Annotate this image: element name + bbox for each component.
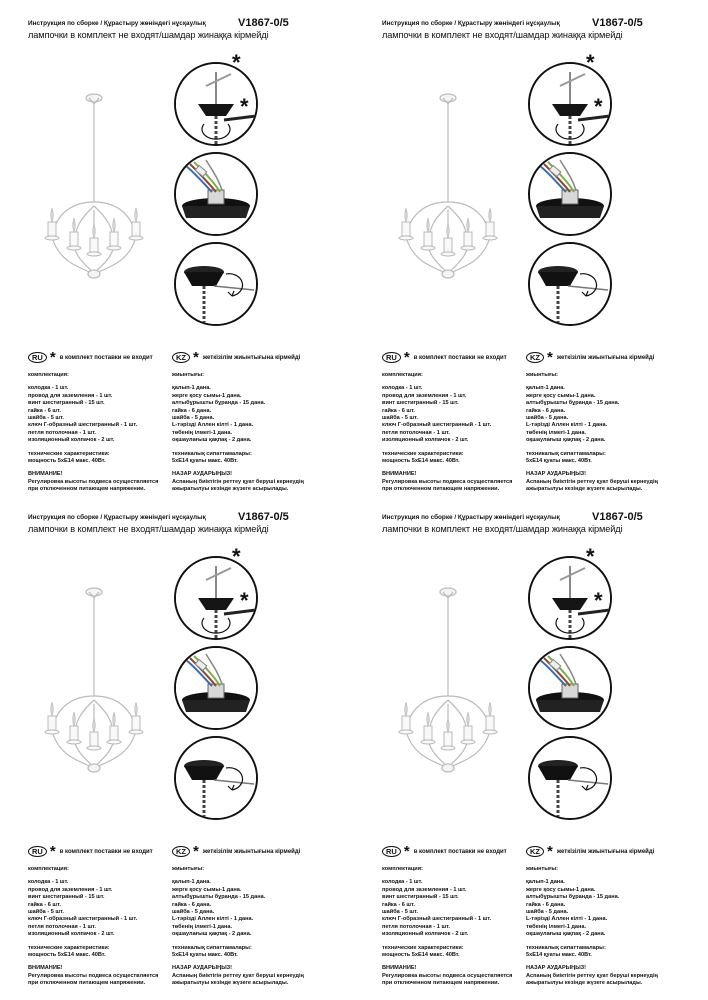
step-2-wiring-image [174,646,258,730]
ru-specs: мощность 5xE14 макс. 40Вт. [382,458,460,465]
kz-item: шайба - 5 дана. [172,909,215,916]
ru-badge: RU [382,352,401,363]
ru-item: изоляционный колпачок - 2 шт. [382,931,469,938]
kz-item: оқшаулағыш қақпақ - 2 дана. [172,931,252,938]
ru-item: гайка - 6 шт. [28,901,61,908]
model-number: V1867-0/5 [592,511,643,523]
kz-item: төбенің ілмегі-1 дана. [526,923,587,930]
ru-item: шайба - 5 шт. [382,415,418,422]
kz-column [172,372,322,494]
model-number: V1867-0/5 [238,511,289,523]
ru-item: колодка - 1 шт. [382,385,423,392]
kz-heading: жиынтығы: [172,866,205,872]
ru-item: петля потолочная - 1 шт. [28,429,96,436]
kz-note: жеткізілім жиынтығына кірмейді [202,848,301,855]
ru-note: в комплект поставки не входит [59,354,153,361]
chandelier-illustration [388,546,498,786]
ru-item: изоляционный колпачок - 2 шт. [28,437,115,444]
kz-specs: 5xE14 қуаты макс. 40Вт. [172,458,238,465]
asterisk-mark: * [586,50,595,75]
ru-item: колодка - 1 шт. [382,879,423,886]
ru-warn-heading: ВНИМАНИЕ! [382,965,417,972]
doc-subtitle: лампочки в комплект не входят/шамдар жинаққа кірмейді [28,524,269,534]
kz-warn-line: ажыратылуы кезінде жүзеге асырылады. [172,486,289,493]
kz-item: жерге қосу сымы-1 дана. [526,886,596,893]
ru-item: шайба - 5 шт. [28,415,64,422]
ru-note: в комплект поставки не входит [413,848,507,855]
ru-item: гайка - 6 шт. [382,407,415,414]
header [28,17,328,40]
asterisk-mark: * [232,544,241,569]
kz-specs-heading: техникалық сипаттамалары: [172,450,252,457]
kz-heading: жиынтығы: [172,372,205,378]
ru-note: в комплект поставки не входит [413,354,507,361]
kz-warn-line: ажыратылуы кезінде жүзеге асырылады. [172,980,289,987]
header [28,511,328,534]
kz-note: жеткізілім жиынтығына кірмейді [202,354,301,361]
ru-item: винт шестигранный - 15 шт. [382,894,459,901]
kz-column [526,866,676,988]
ru-specs-heading: технические характеристики: [382,450,464,457]
kz-item: гайка - 6 дана. [172,901,212,908]
kz-item: төбенің ілмегі-1 дана. [172,429,233,436]
kz-item: шайба - 5 дана. [526,909,569,916]
kz-badge: KZ [172,846,190,857]
header [382,17,682,40]
kz-item: жерге қосу сымы-1 дана. [172,392,242,399]
kz-specs: 5xE14 қуаты макс. 40Вт. [172,952,238,959]
ru-specs-heading: технические характеристики: [28,450,110,457]
kz-note: жеткізілім жиынтығына кірмейді [556,848,655,855]
kz-item: төбенің ілмегі-1 дана. [172,923,233,930]
ru-item: винт шестигранный - 15 шт. [382,400,459,407]
ru-warn-line: Регулировка высоты подвеса осуществляется [382,478,513,485]
ru-item: винт шестигранный - 15 шт. [28,400,105,407]
ru-item: колодка - 1 шт. [28,879,69,886]
ru-heading: комплектация: [28,372,69,378]
kz-warn-line: Аспаның биіктігін реттеу қуат беруші кернеудің [526,478,658,485]
ru-item: шайба - 5 шт. [28,909,64,916]
doc-title: Инструкция по сборке / Құрастыру жөніндегі нұсқаулық [28,514,206,521]
ru-note-row [382,350,507,365]
kz-item: қалып-1 дана. [526,385,565,392]
asterisk-mark: * [240,588,249,613]
kz-item: алтыбұрышты бұранда - 15 дана. [172,894,266,901]
asterisk-mark: * [403,843,410,860]
chandelier-illustration [34,52,144,292]
kz-heading: жиынтығы: [526,372,559,378]
ru-warn-line: Регулировка высоты подвеса осуществляется [28,478,159,485]
ru-item: гайка - 6 шт. [382,901,415,908]
kz-item: шайба - 5 дана. [172,415,215,422]
step-2-wiring-image [174,152,258,236]
kz-note: жеткізілім жиынтығына кірмейді [556,354,655,361]
kz-specs-heading: техникалық сипаттамалары: [172,944,252,951]
doc-subtitle: лампочки в комплект не входят/шамдар жинаққа кірмейді [382,524,623,534]
ru-warn-line: при отключенном питающем напряжении. [28,980,146,987]
instruction-panel [354,494,694,987]
kz-note-row [172,844,300,859]
ru-item: петля потолочная - 1 шт. [382,923,450,930]
asterisk-mark: * [49,349,56,366]
ru-item: ключ Г-образный шестигранный - 1 шт. [28,916,138,923]
kz-item: алтыбұрышты бұранда - 15 дана. [172,400,266,407]
kz-item: қалып-1 дана. [526,879,565,886]
kz-warn-heading: НАЗАР АУДАРЫҢЫЗ! [172,471,233,478]
kz-item: жерге қосу сымы-1 дана. [172,886,242,893]
ru-item: провод для заземления - 1 шт. [28,392,113,399]
ru-specs: мощность 5xE14 макс. 40Вт. [382,952,460,959]
step-3-height-adjust-image [528,242,612,326]
ru-heading: комплектация: [382,372,423,378]
ru-warn-line: Регулировка высоты подвеса осуществляется [382,972,513,979]
ru-item: изоляционный колпачок - 2 шт. [28,931,115,938]
kz-warn-line: ажыратылуы кезінде жүзеге асырылады. [526,486,643,493]
asterisk-mark: * [49,843,56,860]
asterisk-mark: * [547,349,553,366]
model-number: V1867-0/5 [238,17,289,29]
ru-item: провод для заземления - 1 шт. [28,886,113,893]
kz-warn-line: Аспаның биіктігін реттеу қуат беруші кернеудің [172,478,304,485]
kz-specs: 5xE14 қуаты макс. 40Вт. [526,952,592,959]
asterisk-mark: * [193,349,199,366]
ru-item: провод для заземления - 1 шт. [382,392,467,399]
kz-item: L-тәрізді Аллен кілті - 1 дана. [172,916,254,923]
doc-title: Инструкция по сборке / Құрастыру жөніндегі нұсқаулық [382,20,560,27]
model-number: V1867-0/5 [592,17,643,29]
kz-badge: KZ [526,352,544,363]
kz-item: шайба - 5 дана. [526,415,569,422]
instruction-panel [0,494,340,987]
kz-item: жерге қосу сымы-1 дана. [526,392,596,399]
ru-item: провод для заземления - 1 шт. [382,886,467,893]
kz-warn-heading: НАЗАР АУДАРЫҢЫЗ! [172,965,233,972]
kz-warn-line: Аспаның биіктігін реттеу қуат беруші кернеудің [172,972,304,979]
ru-specs-heading: технические характеристики: [382,944,464,951]
instruction-panel [354,0,694,493]
ru-badge: RU [28,846,47,857]
kz-item: төбенің ілмегі-1 дана. [526,429,587,436]
asterisk-mark: * [232,50,241,75]
ru-column [28,372,178,494]
kz-item: оқшаулағыш қақпақ - 2 дана. [172,437,252,444]
step-2-wiring-image [528,646,612,730]
kz-specs-heading: техникалық сипаттамалары: [526,450,606,457]
ru-item: ключ Г-образный шестигранный - 1 шт. [382,916,492,923]
ru-heading: комплектация: [28,866,69,872]
kz-item: L-тәрізді Аллен кілті - 1 дана. [526,422,608,429]
ru-warn-line: при отключенном питающем напряжении. [382,486,500,493]
ru-column [382,866,532,988]
ru-item: колодка - 1 шт. [28,385,69,392]
ru-warn-line: Регулировка высоты подвеса осуществляется [28,972,159,979]
asterisk-mark: * [586,544,595,569]
kz-item: қалып-1 дана. [172,879,211,886]
kz-item: алтыбұрышты бұранда - 15 дана. [526,400,620,407]
ru-note-row [382,844,507,859]
ru-item: ключ Г-образный шестигранный - 1 шт. [28,422,138,429]
ru-specs: мощность 5xE14 макс. 40Вт. [28,952,106,959]
instruction-panel [0,0,340,493]
ru-specs: мощность 5xE14 макс. 40Вт. [28,458,106,465]
kz-item: гайка - 6 дана. [526,901,566,908]
kz-item: гайка - 6 дана. [172,407,212,414]
kz-column [526,372,676,494]
asterisk-mark: * [594,588,603,613]
ru-warn-heading: ВНИМАНИЕ! [382,471,417,478]
kz-warn-heading: НАЗАР АУДАРЫҢЫЗ! [526,965,587,972]
ru-warn-heading: ВНИМАНИЕ! [28,471,63,478]
kz-item: алтыбұрышты бұранда - 15 дана. [526,894,620,901]
doc-title: Инструкция по сборке / Құрастыру жөніндегі нұсқаулық [382,514,560,521]
kz-item: L-тәрізді Аллен кілті - 1 дана. [526,916,608,923]
ru-column [28,866,178,988]
ru-note-row [28,844,153,859]
asterisk-mark: * [193,843,199,860]
kz-badge: KZ [172,352,190,363]
doc-title: Инструкция по сборке / Құрастыру жөніндегі нұсқаулық [28,20,206,27]
ru-specs-heading: технические характеристики: [28,944,110,951]
ru-item: изоляционный колпачок - 2 шт. [382,437,469,444]
kz-item: оқшаулағыш қақпақ - 2 дана. [526,437,606,444]
ru-note: в комплект поставки не входит [59,848,153,855]
ru-note-row [28,350,153,365]
kz-heading: жиынтығы: [526,866,559,872]
kz-column [172,866,322,988]
ru-column [382,372,532,494]
ru-item: гайка - 6 шт. [28,407,61,414]
step-3-height-adjust-image [174,242,258,326]
ru-item: ключ Г-образный шестигранный - 1 шт. [382,422,492,429]
asterisk-mark: * [403,349,410,366]
ru-warn-heading: ВНИМАНИЕ! [28,965,63,972]
kz-warn-line: ажыратылуы кезінде жүзеге асырылады. [526,980,643,987]
kz-badge: KZ [526,846,544,857]
asterisk-mark: * [240,94,249,119]
kz-note-row [526,350,654,365]
ru-warn-line: при отключенном питающем напряжении. [28,486,146,493]
ru-heading: комплектация: [382,866,423,872]
kz-specs: 5xE14 қуаты макс. 40Вт. [526,458,592,465]
kz-item: гайка - 6 дана. [526,407,566,414]
doc-subtitle: лампочки в комплект не входят/шамдар жинаққа кірмейді [28,30,269,40]
ru-badge: RU [28,352,47,363]
kz-warn-heading: НАЗАР АУДАРЫҢЫЗ! [526,471,587,478]
kz-warn-line: Аспаның биіктігін реттеу қуат беруші кернеудің [526,972,658,979]
ru-item: шайба - 5 шт. [382,909,418,916]
step-2-wiring-image [528,152,612,236]
ru-warn-line: при отключенном питающем напряжении. [382,980,500,987]
doc-subtitle: лампочки в комплект не входят/шамдар жинаққа кірмейді [382,30,623,40]
asterisk-mark: * [547,843,553,860]
kz-item: оқшаулағыш қақпақ - 2 дана. [526,931,606,938]
ru-badge: RU [382,846,401,857]
kz-item: L-тәрізді Аллен кілті - 1 дана. [172,422,254,429]
kz-item: қалып-1 дана. [172,385,211,392]
kz-note-row [172,350,300,365]
ru-item: петля потолочная - 1 шт. [28,923,96,930]
chandelier-illustration [34,546,144,786]
kz-specs-heading: техникалық сипаттамалары: [526,944,606,951]
ru-item: винт шестигранный - 15 шт. [28,894,105,901]
kz-note-row [526,844,654,859]
step-3-height-adjust-image [528,736,612,820]
header [382,511,682,534]
chandelier-illustration [388,52,498,292]
asterisk-mark: * [594,94,603,119]
ru-item: петля потолочная - 1 шт. [382,429,450,436]
step-3-height-adjust-image [174,736,258,820]
